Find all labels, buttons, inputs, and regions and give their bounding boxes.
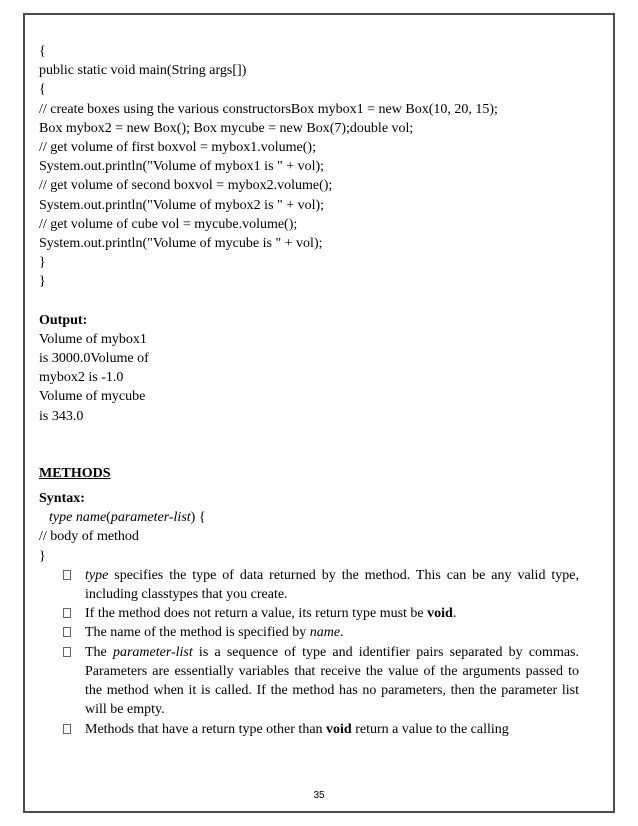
code-line: // create boxes using the various constructorsBox mybox1 = new Box(10, 20, 15); [39,101,498,117]
bullet-glyph-icon [61,566,73,585]
syntax-label: Syntax: [39,491,85,507]
code-line: System.out.println("Volume of mycube is " + vol); [39,236,323,252]
code-line: Box mybox2 = new Box(); Box mycube = new Box(7);double vol; [39,120,414,136]
syntax-name: name [75,510,107,526]
output-line: Volume of mycube [39,389,146,405]
document-content [39,42,579,739]
output-line: mybox2 is -1.0 [39,370,124,386]
list-item: type specifies the type of data returned by the method. This can be any valid type, including classtypes that you create. [61,566,579,604]
output-label: Output: [39,312,88,328]
list-item: Methods that have a return type other than void return a value to the calling [61,720,579,739]
methods-section [39,464,579,739]
code-line: // get volume of second boxvol = mybox2.volume(); [39,178,333,194]
syntax-type: type [49,510,73,526]
bullet-list [39,566,579,739]
list-item: The parameter-list is a sequence of type and identifier pairs separated by commas. Parameters are essentially variables that receive the value of the arguments passed to the method when it is called. If the method has no parameters, then the parameter list will be empty. [61,643,579,720]
close-brace: } [39,548,46,564]
body-comment: // body of method [39,529,139,545]
syntax-params: parameter-list [110,510,191,526]
section-heading: METHODS [39,465,111,481]
page-number: 35 [313,790,325,801]
code-line: public static void main(String args[]) [39,63,247,79]
bullet-glyph-icon [61,623,73,642]
syntax-line: type name(parameter-list) { [49,510,206,526]
code-line: } [39,274,46,290]
output-line: Volume of mybox1 [39,331,147,347]
bullet-glyph-icon [61,643,73,662]
bullet-glyph-icon [61,720,73,739]
code-line: { [39,44,46,59]
code-line: } [39,255,46,271]
code-line: System.out.println("Volume of mybox2 is " + vol); [39,197,325,213]
output-line: is 3000.0Volume of [39,351,149,367]
code-block [39,42,579,292]
list-item: If the method does not return a value, its return type must be void. [61,604,579,623]
code-line: // get volume of first boxvol = mybox1.volume(); [39,140,316,156]
code-line: System.out.println("Volume of mybox1 is " + vol); [39,159,325,175]
list-item: The name of the method is specified by name. [61,623,579,642]
bullet-glyph-icon [61,604,73,623]
output-line: is 343.0 [39,408,84,424]
output-section [39,311,579,426]
code-line: { [39,82,46,98]
code-line: // get volume of cube vol = mycube.volume(); [39,216,298,232]
